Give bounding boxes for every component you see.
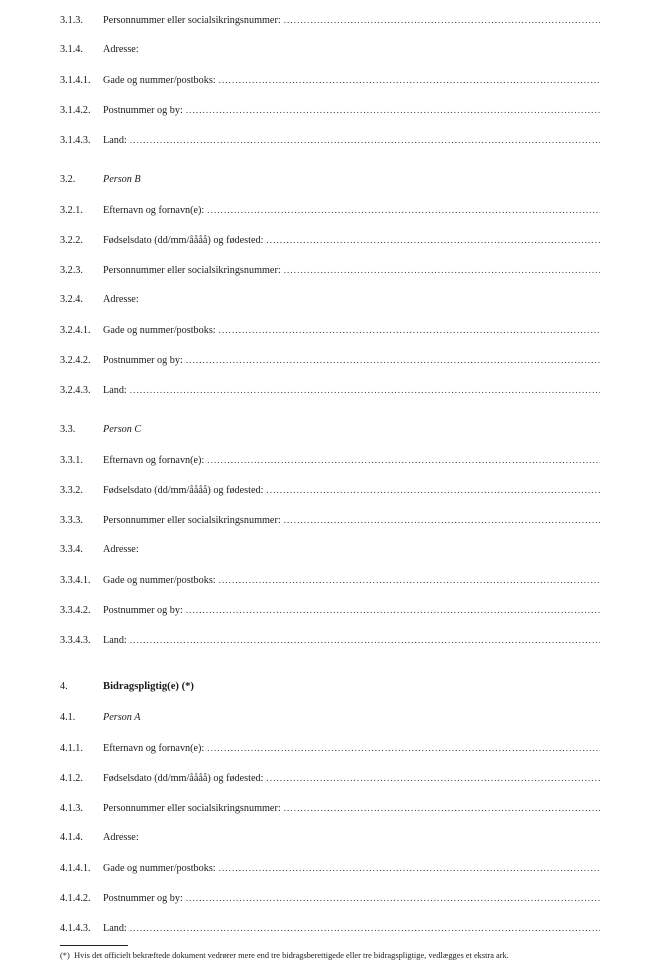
field-number: 4.1.2. xyxy=(60,773,83,784)
fill-in-line xyxy=(130,382,600,398)
field-label: Land: xyxy=(103,385,127,396)
form-row xyxy=(60,860,600,876)
person-heading: Person C xyxy=(103,424,142,435)
field-number: 4.1.3. xyxy=(60,803,83,814)
field-label: Efternavn og fornavn(e): xyxy=(103,205,205,216)
form-row xyxy=(60,572,600,588)
form-row xyxy=(60,890,600,906)
field-number: 4.1.4. xyxy=(60,832,83,843)
fill-in-line xyxy=(207,740,600,756)
field-label: Postnummer og by: xyxy=(103,355,183,366)
form-row xyxy=(60,292,600,308)
footnote-rule xyxy=(60,945,128,946)
field-label: Postnummer og by: xyxy=(103,105,183,116)
fill-in-line xyxy=(207,452,600,468)
form-row xyxy=(60,710,600,726)
form-row xyxy=(60,352,600,368)
field-label: Adresse: xyxy=(103,294,139,305)
field-label: Adresse: xyxy=(103,44,139,55)
footnote xyxy=(60,950,650,962)
form-row xyxy=(60,452,600,468)
field-number: 3.1.4.2. xyxy=(60,105,91,116)
fill-in-line xyxy=(284,12,600,28)
fill-in-line xyxy=(266,770,600,786)
field-number: 3.2.3. xyxy=(60,265,83,276)
form-row xyxy=(60,830,600,846)
form-row xyxy=(60,542,600,558)
field-label: Fødselsdato (dd/mm/åååå) og fødested: xyxy=(103,485,264,496)
field-label: Land: xyxy=(103,135,127,146)
footnote-mark: (*) xyxy=(60,951,70,960)
field-number: 3.2.4. xyxy=(60,294,83,305)
field-number: 3.1.4. xyxy=(60,44,83,55)
field-label: Postnummer og by: xyxy=(103,605,183,616)
field-number: 4. xyxy=(60,681,68,692)
person-heading: Person A xyxy=(103,712,141,723)
fill-in-line xyxy=(186,352,600,368)
field-label: Gade og nummer/postboks: xyxy=(103,575,216,586)
fill-in-line xyxy=(130,132,600,148)
field-number: 3.3.4.3. xyxy=(60,635,91,646)
field-number: 3.1.4.1. xyxy=(60,75,91,86)
fill-in-line xyxy=(219,322,600,338)
form-row xyxy=(60,602,600,618)
field-number: 3.2. xyxy=(60,174,76,185)
form-row xyxy=(60,232,600,248)
field-number: 3.2.4.1. xyxy=(60,325,91,336)
field-number: 3.3.3. xyxy=(60,515,83,526)
fill-in-line xyxy=(219,72,600,88)
field-label: Personnummer eller socialsikringsnummer: xyxy=(103,265,281,276)
field-number: 4.1.4.2. xyxy=(60,893,91,904)
fill-in-line xyxy=(207,202,600,218)
field-number: 3.3.4. xyxy=(60,544,83,555)
fill-in-line xyxy=(284,262,600,278)
fill-in-line xyxy=(186,890,600,906)
form-row xyxy=(60,679,600,695)
fill-in-line xyxy=(219,860,600,876)
form-row xyxy=(60,12,600,28)
field-label: Adresse: xyxy=(103,544,139,555)
fill-in-line xyxy=(130,632,600,648)
field-label: Gade og nummer/postboks: xyxy=(103,325,216,336)
field-number: 3.3. xyxy=(60,424,76,435)
field-number: 4.1.4.3. xyxy=(60,923,91,934)
form-row xyxy=(60,172,600,188)
field-number: 3.2.4.3. xyxy=(60,385,91,396)
form-row xyxy=(60,382,600,398)
form-row xyxy=(60,800,600,816)
form-row xyxy=(60,920,600,936)
fill-in-line xyxy=(186,602,600,618)
section-heading: Bidragspligtig(e) (*) xyxy=(103,681,194,692)
footnote-text: Hvis det officielt bekræftede dokument vedrører mere end tre bidragsberettigede eller tre bidragspligtige, vedlægges et ekstra ark. xyxy=(74,951,509,960)
fill-in-line xyxy=(266,482,600,498)
fill-in-line xyxy=(284,800,600,816)
field-number: 4.1.1. xyxy=(60,743,83,754)
field-label: Personnummer eller socialsikringsnummer: xyxy=(103,515,281,526)
form-row xyxy=(60,512,600,528)
field-label: Gade og nummer/postboks: xyxy=(103,863,216,874)
field-number: 3.1.4.3. xyxy=(60,135,91,146)
field-label: Land: xyxy=(103,635,127,646)
field-label: Fødselsdato (dd/mm/åååå) og fødested: xyxy=(103,773,264,784)
field-label: Land: xyxy=(103,923,127,934)
form-row xyxy=(60,770,600,786)
field-label: Personnummer eller socialsikringsnummer: xyxy=(103,15,281,26)
field-number: 3.2.1. xyxy=(60,205,83,216)
fill-in-line xyxy=(266,232,600,248)
person-heading: Person B xyxy=(103,174,141,185)
field-number: 4.1.4.1. xyxy=(60,863,91,874)
field-number: 4.1. xyxy=(60,712,76,723)
form-row xyxy=(60,632,600,648)
form-row xyxy=(60,322,600,338)
form-row xyxy=(60,740,600,756)
form-row xyxy=(60,132,600,148)
field-label: Gade og nummer/postboks: xyxy=(103,75,216,86)
form-row xyxy=(60,202,600,218)
field-label: Adresse: xyxy=(103,832,139,843)
field-number: 3.3.4.2. xyxy=(60,605,91,616)
form-row xyxy=(60,102,600,118)
field-label: Fødselsdato (dd/mm/åååå) og fødested: xyxy=(103,235,264,246)
fill-in-line xyxy=(219,572,600,588)
field-label: Efternavn og fornavn(e): xyxy=(103,743,205,754)
form-row xyxy=(60,422,600,438)
field-number: 3.2.2. xyxy=(60,235,83,246)
fill-in-line xyxy=(284,512,600,528)
field-number: 3.3.1. xyxy=(60,455,83,466)
field-number: 3.3.2. xyxy=(60,485,83,496)
field-label: Personnummer eller socialsikringsnummer: xyxy=(103,803,281,814)
fill-in-line xyxy=(130,920,600,936)
form-row xyxy=(60,72,600,88)
form-row xyxy=(60,262,600,278)
form-row xyxy=(60,482,600,498)
field-label: Postnummer og by: xyxy=(103,893,183,904)
field-number: 3.3.4.1. xyxy=(60,575,91,586)
field-number: 3.1.3. xyxy=(60,15,83,26)
fill-in-line xyxy=(186,102,600,118)
field-label: Efternavn og fornavn(e): xyxy=(103,455,205,466)
form-row xyxy=(60,42,600,58)
field-number: 3.2.4.2. xyxy=(60,355,91,366)
